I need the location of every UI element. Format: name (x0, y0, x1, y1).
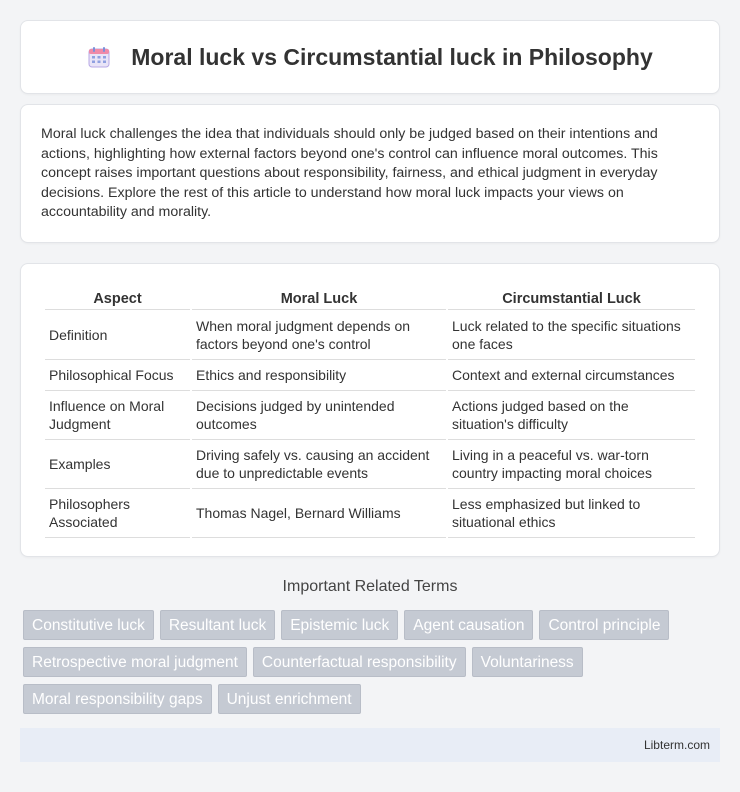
comparison-table (43, 284, 697, 538)
tag-resultant-luck[interactable]: Resultant luck (160, 610, 275, 640)
table-cell: Context and external circumstances (448, 360, 695, 391)
tag-agent-causation[interactable]: Agent causation (404, 610, 533, 640)
table-cell: Philosophical Focus (45, 360, 190, 391)
column-header-circumstantial-luck: Circumstantial Luck (448, 284, 695, 310)
related-terms-list (23, 610, 723, 714)
table-cell: Ethics and responsibility (192, 360, 446, 391)
tag-control-principle[interactable]: Control principle (539, 610, 669, 640)
table-cell: Examples (45, 440, 190, 489)
related-terms-title: Important Related Terms (282, 578, 458, 595)
table-cell: Thomas Nagel, Bernard Williams (192, 489, 446, 538)
table-row (45, 310, 695, 360)
page-title: Moral luck vs Circumstantial luck in Philosophy (131, 43, 653, 70)
table-cell: Decisions judged by unintended outcomes (192, 391, 446, 440)
table-cell: Living in a peaceful vs. war-torn country impacting moral choices (448, 440, 695, 489)
table-cell: Philosophers Associated (45, 489, 190, 538)
tag-unjust-enrichment[interactable]: Unjust enrichment (218, 684, 361, 714)
tag-constitutive-luck[interactable]: Constitutive luck (23, 610, 154, 640)
tag-counterfactual-responsibility[interactable]: Counterfactual responsibility (253, 647, 466, 677)
intro-text: Moral luck challenges the idea that individuals should only be judged based on their intentions and actions, highlighting how external factors beyond one's control can influence moral outcomes. This concept raises important questions about responsibility, fairness, and ethical judgment in everyday decisions. Explore the rest of this article to understand how moral luck impacts your views on accountability and morality. (41, 126, 658, 221)
table-cell: Driving safely vs. causing an accident due to unpredictable events (192, 440, 446, 489)
table-row (45, 391, 695, 440)
tag-retrospective-moral-judgment[interactable]: Retrospective moral judgment (23, 647, 247, 677)
table-cell: When moral judgment depends on factors beyond one's control (192, 310, 446, 360)
tag-voluntariness[interactable]: Voluntariness (472, 647, 583, 677)
table-row (45, 360, 695, 391)
column-header-moral-luck: Moral Luck (192, 284, 446, 310)
table-cell: Definition (45, 310, 190, 360)
comparison-table-card (20, 263, 720, 557)
column-header-aspect: Aspect (45, 284, 190, 310)
header-card (20, 20, 720, 94)
table-row (45, 440, 695, 489)
footer-site-link[interactable]: Libterm.com (643, 738, 710, 752)
footer (20, 728, 720, 762)
table-row (45, 489, 695, 538)
tag-moral-responsibility-gaps[interactable]: Moral responsibility gaps (23, 684, 212, 714)
table-cell: Influence on Moral Judgment (45, 391, 190, 440)
table-cell: Actions judged based on the situation's difficulty (448, 391, 695, 440)
tag-epistemic-luck[interactable]: Epistemic luck (281, 610, 398, 640)
intro-card (20, 104, 720, 243)
calendar-icon (87, 45, 111, 69)
table-cell: Luck related to the specific situations one faces (448, 310, 695, 360)
table-cell: Less emphasized but linked to situational ethics (448, 489, 695, 538)
